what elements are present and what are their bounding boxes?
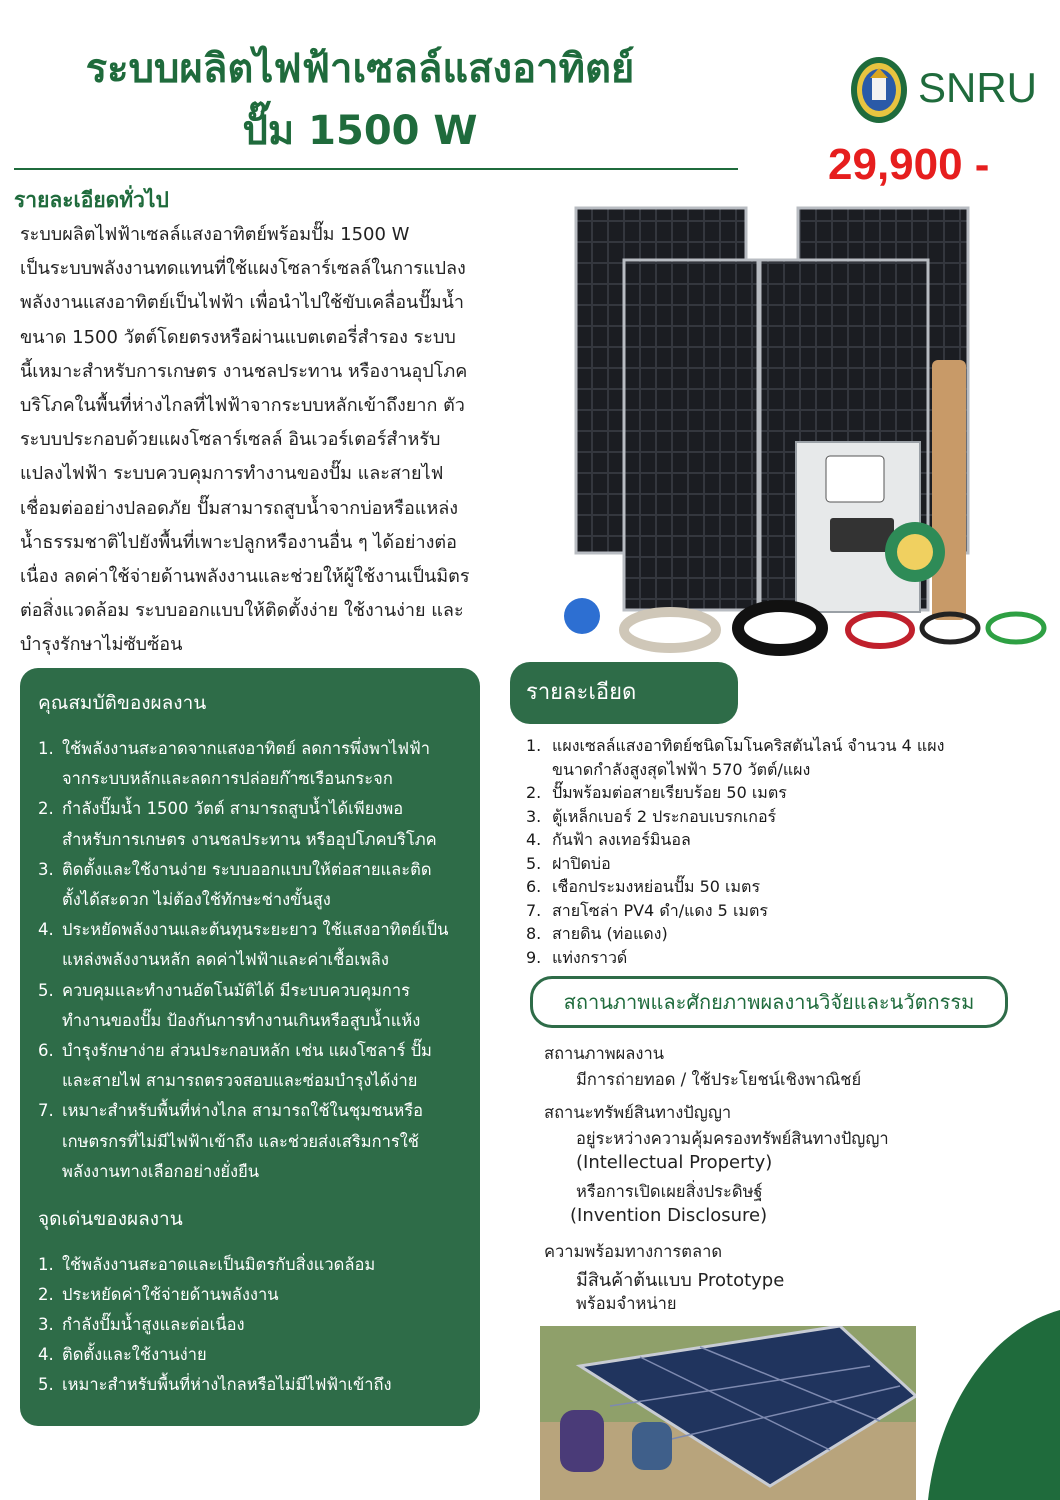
price: 29,900 - bbox=[828, 140, 990, 189]
market-status-line: พร้อมจำหน่าย bbox=[576, 1294, 677, 1313]
list-item: 7. สายโซล่า PV4 ดำ/แดง 5 เมตร bbox=[526, 900, 768, 920]
market-status-line: มีสินค้าต้นแบบ Prototype bbox=[576, 1270, 785, 1291]
general-line: ต่อสิ่งแวดล้อม ระบบออกแบบให้ติดตั้งง่าย ใช้งานง่าย และ bbox=[20, 600, 464, 622]
general-line: ระบบผลิตไฟฟ้าเซลล์แสงอาทิตย์พร้อมปั๊ม 1500 W bbox=[20, 224, 410, 245]
general-line: ขนาด 1500 วัตต์โดยตรงหรือผ่านแบตเตอรี่สำรอง ระบบ bbox=[20, 326, 456, 348]
title-line-2: ปั๊ม 1500 W bbox=[242, 108, 478, 154]
ip-status-line: (Intellectual Property) bbox=[576, 1152, 773, 1173]
ground-wire bbox=[988, 614, 1044, 642]
ip-status-label: สถานะทรัพย์สินทางปัญญา bbox=[544, 1103, 732, 1122]
list-item: 9. แท่งกราวด์ bbox=[526, 947, 628, 967]
general-line: เชื่อมต่ออย่างปลอดภัย ปั๊มสามารถสูบน้ำจากบ่อหรือแหล่ง bbox=[20, 497, 459, 519]
list-item: 7. เหมาะสำหรับพื้นที่ห่างไกล สามารถใช้ในชุมชนหรือ เกษตรกรที่ไม่มีไฟฟ้าเข้าถึง และช่วยส่งเสริมการใช้ พลังงานทางเลือกอย่างยั่งยืน bbox=[38, 1101, 424, 1181]
work-status-value: มีการถ่ายทอด / ใช้ประโยชน์เชิงพาณิชย์ bbox=[576, 1070, 862, 1089]
details-list bbox=[526, 734, 996, 969]
market-status-label: ความพร้อมทางการตลาด bbox=[544, 1242, 723, 1261]
list-item: 1. แผงเซลล์แสงอาทิตย์ชนิดโมโนคริสตันไลน์ จำนวน 4 แผง ขนาดกำลังสูงสุดไฟฟ้า 570 วัตต์/แผง bbox=[526, 736, 945, 779]
list-item: 4. ประหยัดพลังงานและต้นทุนระยะยาว ใช้แสงอาทิตย์เป็น แหล่งพลังงานหลัก ลดค่าไฟฟ้าและค่าเชื้อเพลิง bbox=[38, 920, 449, 970]
general-line: เนื่อง ลดค่าใช้จ่ายด้านพลังงานและช่วยให้ผู้ใช้งานเป็นมิตร bbox=[20, 566, 470, 588]
general-line: แปลงไฟฟ้า ระบบควบคุมการทำงานของปั๊ม และสายไฟ bbox=[20, 463, 444, 485]
title-line-1: ระบบผลิตไฟฟ้าเซลล์แสงอาทิตย์ bbox=[85, 46, 635, 92]
list-item: 8. สายดิน (ท่อแดง) bbox=[526, 924, 668, 943]
submersible-pump bbox=[932, 360, 966, 620]
list-item: 4. กันฟ้า ลงเทอร์มินอล bbox=[526, 830, 691, 849]
details-heading: รายละเอียด bbox=[510, 662, 738, 724]
features-list bbox=[38, 734, 470, 1187]
highlights-list bbox=[38, 1250, 470, 1400]
general-line: พลังงานแสงอาทิตย์เป็นไฟฟ้า เพื่อนำไปใช้ขับเคลื่อนปั๊มน้ำ bbox=[20, 292, 465, 314]
general-line: บำรุงรักษาไม่ซับซ้อน bbox=[20, 634, 183, 656]
general-description bbox=[20, 218, 542, 663]
rope-coil bbox=[624, 612, 716, 648]
brand-name: SNRU bbox=[918, 64, 1038, 111]
page-title bbox=[20, 40, 700, 160]
list-item: 3. ติดตั้งและใช้งานง่าย ระบบออกแบบให้ต่อสายและติด ตั้งได้สะดวก ไม่ต้องใช้ทักษะช่างขั้นสูง bbox=[38, 859, 432, 910]
list-item: 3. ตู้เหล็กเบอร์ 2 ประกอบเบรกเกอร์ bbox=[526, 806, 777, 826]
solar-panel bbox=[624, 260, 758, 610]
ip-status-line: หรือการเปิดเผยสิ่งประดิษฐ์ bbox=[576, 1182, 763, 1201]
list-item: 5. ฝาปิดบ่อ bbox=[526, 853, 611, 873]
title-divider bbox=[14, 168, 738, 170]
list-item: 2. ประหยัดค่าใช้จ่ายด้านพลังงาน bbox=[38, 1285, 279, 1304]
well-cap bbox=[564, 598, 600, 634]
features-card bbox=[20, 668, 480, 1426]
status-heading: สถานภาพและศักยภาพผลงานวิจัยและนวัตกรรม bbox=[530, 976, 1008, 1028]
highlights-heading: จุดเด่นของผลงาน bbox=[38, 1208, 183, 1230]
ip-status-line: อยู่ระหว่างความคุ้มครองทรัพย์สินทางปัญญา bbox=[576, 1129, 889, 1148]
worker-figure bbox=[632, 1422, 672, 1470]
general-line: บริโภคในพื้นที่ห่างไกลที่ไฟฟ้าจากระบบหลักเข้าถึงยาก ตัว bbox=[20, 395, 465, 417]
ip-status-line: (Invention Disclosure) bbox=[570, 1205, 768, 1226]
list-item: 1. ใช้พลังงานสะอาดจากแสงอาทิตย์ ลดการพึ่งพาไฟฟ้า จากระบบหลักและลดการปล่อยก๊าซเรือนกระจก bbox=[38, 739, 431, 789]
list-item: 6. บำรุงรักษาง่าย ส่วนประกอบหลัก เช่น แผงโซลาร์ ปั๊ม และสายไฟ สามารถตรวจสอบและซ่อมบำรุงได้ง่าย bbox=[38, 1041, 432, 1091]
list-item: 1. ใช้พลังงานสะอาดและเป็นมิตรกับสิ่งแวดล้อม bbox=[38, 1255, 376, 1274]
general-line: น้ำธรรมชาติไปยังพื้นที่เพาะปลูกหรืองานอื่น ๆ ได้อย่างต่อ bbox=[20, 531, 457, 553]
list-item: 2. ปั๊มพร้อมต่อสายเรียบร้อย 50 เมตร bbox=[526, 783, 787, 802]
general-line: ระบบประกอบด้วยแผงโซลาร์เซลล์ อินเวอร์เตอร์สำหรับ bbox=[20, 429, 441, 451]
field-installation-photo bbox=[540, 1326, 916, 1500]
features-heading: คุณสมบัติของผลงาน bbox=[38, 692, 207, 714]
worker-figure bbox=[560, 1410, 604, 1472]
general-heading: รายละเอียดทั่วไป bbox=[14, 188, 169, 212]
list-item: 3. กำลังปั๊มน้ำสูงและต่อเนื่อง bbox=[38, 1315, 245, 1334]
breaker-unit bbox=[830, 518, 894, 552]
university-seal-icon bbox=[850, 56, 908, 124]
list-item: 5. ควบคุมและทำงานอัตโนมัติได้ มีระบบควบคุมการ ทำงานของปั๊ม ป้องกันการทำงานเกินหรือสูบน้ำแห้ง bbox=[38, 980, 421, 1030]
list-item: 5. เหมาะสำหรับพื้นที่ห่างไกลหรือไม่มีไฟฟ้าเข้าถึง bbox=[38, 1375, 392, 1394]
controller-unit bbox=[826, 456, 884, 502]
cable-coil bbox=[738, 606, 822, 650]
general-line: เป็นระบบพลังงานทดแทนที่ใช้แผงโซลาร์เซลล์ในการแปลง bbox=[20, 258, 466, 280]
work-status-label: สถานภาพผลงาน bbox=[544, 1044, 665, 1063]
list-item: 6. เชือกประมงหย่อนปั๊ม 50 เมตร bbox=[526, 877, 761, 896]
general-line: นี้เหมาะสำหรับการเกษตร งานชลประทาน หรืองานอุปโภค bbox=[20, 360, 468, 382]
cable-coil-red bbox=[848, 614, 912, 646]
list-item: 2. กำลังปั๊มน้ำ 1500 วัตต์ สามารถสูบน้ำได้เพียงพอ สำหรับการเกษตร งานชลประทาน หรืออุปโภคบริโภค bbox=[38, 799, 437, 849]
decorative-corner bbox=[928, 1310, 1060, 1500]
list-item: 4. ติดตั้งและใช้งานง่าย bbox=[38, 1345, 207, 1364]
product-image bbox=[560, 200, 1050, 670]
